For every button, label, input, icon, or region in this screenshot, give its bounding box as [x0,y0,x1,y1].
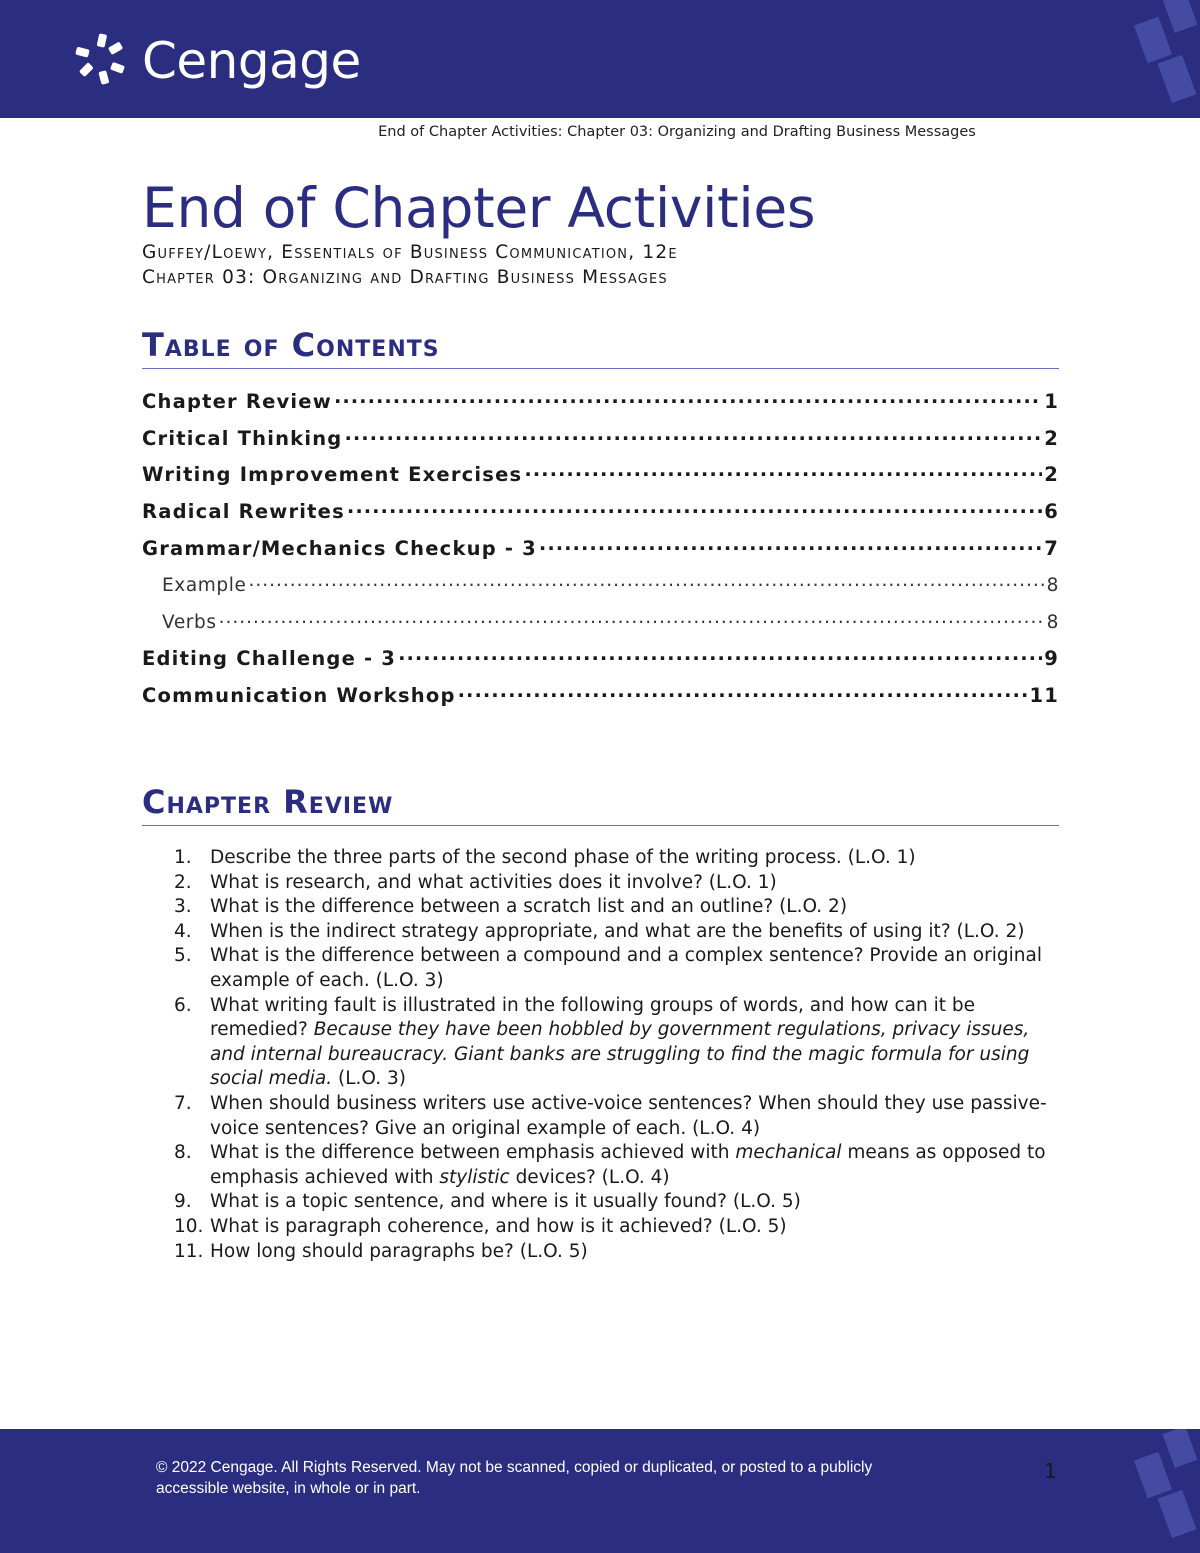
question-text: What is paragraph coherence, and how is it achieved? (L.O. 5) [210,1215,787,1237]
question-text-part: (L.O. 3) [332,1068,406,1090]
question-text: What is a topic sentence, and where is it usually found? (L.O. 5) [210,1191,801,1213]
question-number: 1. [174,847,192,868]
toc-entry-page: 2 [1044,462,1059,486]
list-item [174,1215,1059,1240]
toc-entry-editing-challenge[interactable] [142,645,1059,670]
toc-entry-page: 8 [1046,611,1059,633]
brand-name: Cengage [142,32,361,90]
question-emphasis-italic: mechanical [735,1142,842,1164]
question-text-part: devices? (L.O. 4) [509,1166,670,1188]
list-item [174,871,1059,896]
chapter-review-questions [174,846,1059,1264]
question-number: 9. [174,1191,192,1213]
toc-leader-dots [219,609,1045,628]
list-item [174,1240,1059,1265]
toc-entry-page: 2 [1044,426,1059,450]
toc-entry-label: Radical Rewrites [142,499,345,523]
toc-heading: Table of Contents [142,326,1059,369]
cengage-logo [72,30,361,92]
question-text [210,994,1059,1092]
toc-entry-page: 6 [1044,499,1059,523]
toc-entry-label: Editing Challenge - 3 [142,646,397,670]
toc-entry-label: Example [162,574,247,596]
toc-entry-label: Verbs [162,611,217,633]
cengage-logo-icon [72,30,134,92]
toc-leader-dots [334,388,1042,408]
toc-entry-page: 1 [1044,389,1059,413]
list-item [174,1092,1059,1141]
question-number: 5. [174,945,192,967]
list-item [174,944,1059,993]
toc-entry-verbs[interactable] [142,609,1059,633]
question-text-part: What writing fault is illustrated in the following groups of words, and how can it be remedied? [210,994,975,1041]
toc-leader-dots [347,498,1042,518]
toc-entry-label: Chapter Review [142,389,332,413]
bottom-banner [0,1429,1200,1553]
toc-entry-grammar-mechanics[interactable] [142,535,1059,560]
toc-entry-label: Grammar/Mechanics Checkup - 3 [142,536,537,560]
question-text: When should business writers use active-voice sentences? When should they use passive-voice sentences? Give an original example of each. (L.O. 4) [210,1092,1047,1139]
toc-leader-dots [344,425,1042,445]
page-title: End of Chapter Activities [142,176,816,240]
banner-decoration-icon [1120,0,1200,118]
question-text: What is the difference between a scratch list and an outline? (L.O. 2) [210,896,848,918]
question-text: When is the indirect strategy appropriate, and what are the benefits of using it? (L.O. 2) [210,920,1025,942]
toc-entry-communication-workshop[interactable] [142,682,1059,707]
toc-entry-writing-improvement[interactable] [142,461,1059,486]
running-header: End of Chapter Activities: Chapter 03: Organizing and Drafting Business Messages [378,124,976,140]
footer-decoration-icon [1120,1429,1200,1553]
toc-leader-dots [458,682,1028,702]
question-number: 3. [174,896,192,918]
question-text: What is the difference between a compound and a complex sentence? Provide an original example of each. (L.O. 3) [210,945,1042,991]
list-item [174,895,1059,920]
book-subtitle: Guffey/Loewy, Essentials of Business Communication, 12e [142,242,678,263]
chapter-review-heading: Chapter Review [142,783,1059,826]
list-item [174,920,1059,945]
question-text: Describe the three parts of the second phase of the writing process. (L.O. 1) [210,847,916,868]
list-item [174,1190,1059,1215]
toc-entry-label: Writing Improvement Exercises [142,462,523,486]
list-item [174,846,1059,871]
toc-leader-dots [248,572,1044,591]
toc-leader-dots [539,535,1042,555]
top-banner [0,0,1200,118]
toc-leader-dots [398,645,1042,665]
question-text: How long should paragraphs be? (L.O. 5) [210,1240,588,1262]
toc-entry-label: Communication Workshop [142,683,456,707]
toc-entry-page: 8 [1046,574,1059,596]
question-text-part: What is the difference between emphasis achieved with [210,1142,736,1164]
page-number: 1 [1044,1459,1057,1483]
question-number: 7. [174,1092,192,1114]
toc-entry-page: 7 [1044,536,1059,560]
question-number: 8. [174,1142,192,1164]
toc-entry-radical-rewrites[interactable] [142,498,1059,523]
question-number: 2. [174,871,192,893]
question-text-part: means as opposed to emphasis achieved with [210,1142,1046,1188]
toc-entry-chapter-review[interactable] [142,388,1059,413]
toc-entry-page: 11 [1029,683,1059,707]
question-text: What is research, and what activities does it involve? (L.O. 1) [210,871,777,893]
question-number: 11. [174,1240,204,1262]
question-number: 10. [174,1215,204,1237]
toc-entry-label: Critical Thinking [142,426,343,450]
toc-entry-page: 9 [1044,646,1059,670]
toc-leader-dots [524,461,1042,481]
question-emphasis-italic: stylistic [439,1166,510,1188]
question-number: 6. [174,994,192,1016]
question-number: 4. [174,920,192,942]
question-text [210,1141,1059,1190]
question-example-italic: Because they have been hobbled by government regulations, privacy issues, and internal bureaucracy. Giant banks are struggling to find the magic formula for using social media. [210,1019,1030,1090]
toc-entry-example[interactable] [142,572,1059,596]
toc-entry-critical-thinking[interactable] [142,425,1059,450]
copyright-notice: © 2022 Cengage. All Rights Reserved. May not be scanned, copied or duplicated, or posted to a publicly accessible website, in whole or in part. [156,1459,873,1497]
list-item [174,1141,1059,1190]
list-item [174,994,1059,1092]
chapter-subtitle: Chapter 03: Organizing and Drafting Business Messages [142,267,668,288]
